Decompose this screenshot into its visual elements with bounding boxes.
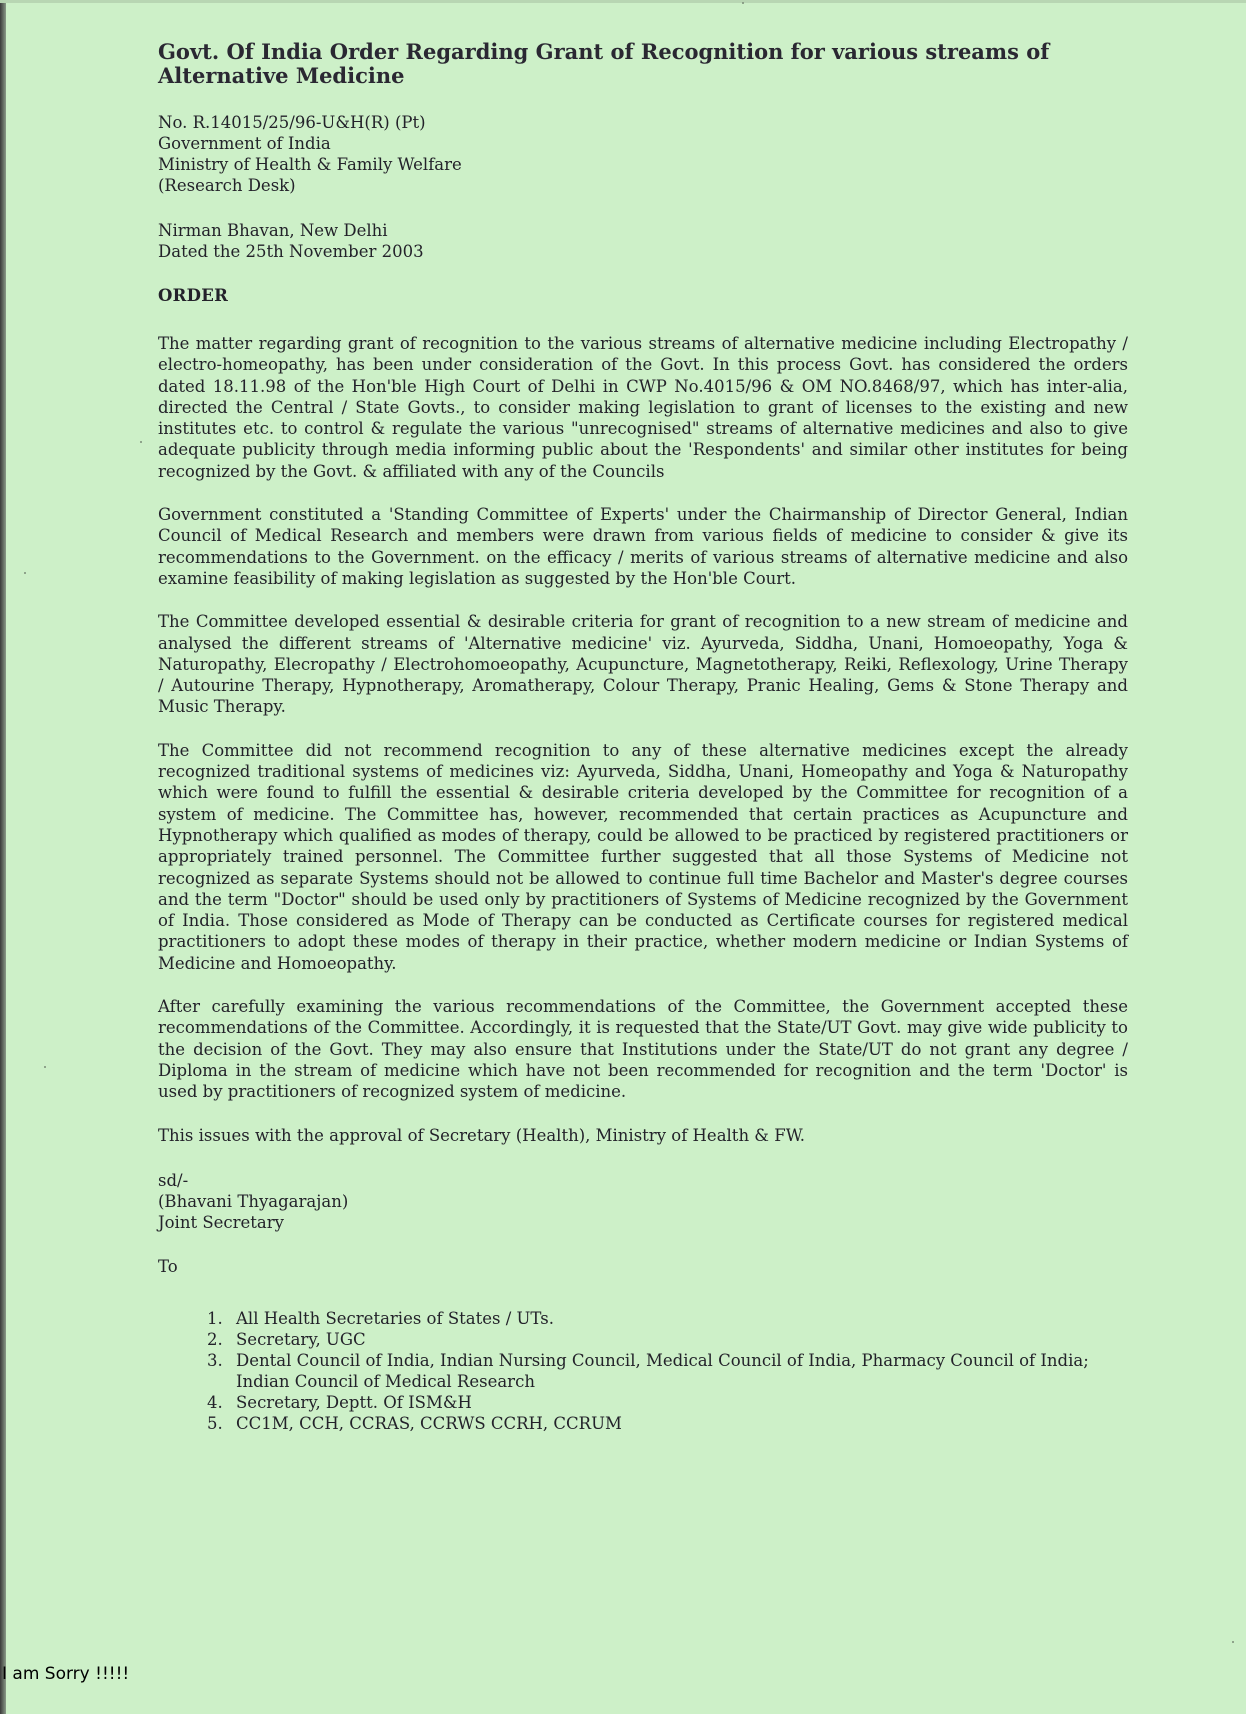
scan-speck	[742, 2, 744, 4]
page-top-edge	[0, 0, 1246, 3]
scan-speck	[44, 1066, 46, 1068]
list-item: 3. Dental Council of India, Indian Nursing Council, Medical Council of India, Pharmacy Council of India; Indian Council of Medical Research	[228, 1350, 1128, 1392]
signature-block	[158, 1170, 1128, 1233]
scan-speck	[140, 441, 142, 443]
list-item: 4. Secretary, Deptt. Of ISM&H	[228, 1392, 1128, 1413]
order-heading: ORDER	[158, 286, 229, 305]
page-left-edge	[0, 0, 6, 1714]
paragraph-5: After carefully examining the various recommendations of the Committee, the Government accepted these recommendations of the Committee. Accordingly, it is requested that the State/UT Govt. may give wide publicity to the decision of the Govt. They may also ensure that Institutions under the State/UT do not grant any degree / Diploma in the stream of medicine which have not been recommended for recognition and the term 'Doctor' is used by practitioners of recognized system of medicine.	[158, 997, 1128, 1102]
list-item: 5. CC1M, CCH, CCRAS, CCRWS CCRH, CCRUM	[228, 1413, 1128, 1434]
signatory-name: (Bhavani Thyagarajan)	[158, 1191, 349, 1211]
paragraph-6: This issues with the approval of Secretary (Health), Ministry of Health & FW.	[158, 1125, 806, 1145]
scan-speck	[1232, 1641, 1234, 1643]
paragraph-3: The Committee developed essential & desirable criteria for grant of recognition to a new stream of medicine and analysed the different streams of 'Alternative medicine' viz. Ayurveda, Siddha, Unani, Homoeopathy, Yoga & Naturopathy, Elecropathy / Electrohomoeopathy, Acupuncture, Magnetotherapy, Reiki, Reflexology, Urine Therapy / Autourine Therapy, Hypnotherapy, Aromatherapy, Colour Therapy, Pranic Healing, Gems & Stone Therapy and Music Therapy.	[158, 612, 1128, 717]
reference-ministry: Ministry of Health & Family Welfare	[158, 155, 462, 174]
recipient-list	[158, 1308, 1128, 1434]
reference-desk: (Research Desk)	[158, 176, 296, 195]
list-item: 2. Secretary, UGC	[228, 1329, 1128, 1350]
caption-text: I am Sorry !!!!!	[2, 1664, 130, 1684]
document-title: Govt. Of India Order Regarding Grant of Recognition for various streams of Alternative Medicine	[158, 39, 1050, 88]
paragraph-4: The Committee did not recommend recognition to any of these alternative medicines except the already recognized traditional systems of medicines viz: Ayurveda, Siddha, Unani, Homeopathy and Yoga & Naturopathy which were found to fulfill the essential & desirable criteria developed by the Committee for recognition of a system of medicine. The Committee has, however, recommended that certain practices as Acupuncture and Hypnotherapy which qualified as modes of therapy, could be allowed to be practiced by registered practitioners or appropriately trained personnel. The Committee further suggested that all those Systems of Medicine not recognized as separate Systems should not be allowed to continue full time Bachelor and Master's degree courses and the term "Doctor" should be used only by practitioners of Systems of Medicine recognized by the Government of India. Those considered as Mode of Therapy can be conducted as Certificate courses for registered medical practitioners to adopt these modes of therapy in their practice, whether modern medicine or Indian Systems of Medicine and Homoeopathy.	[158, 740, 1128, 973]
place-date-block	[158, 220, 1128, 262]
signatory-title: Joint Secretary	[158, 1212, 284, 1232]
list-item: 1. All Health Secretaries of States / UTs.	[228, 1308, 1128, 1329]
paragraph-2: Government constituted a 'Standing Committee of Experts' under the Chairmanship of Director General, Indian Council of Medical Research and members were drawn from various fields of medicine to consider & give its recommendations to the Government. on the efficacy / merits of various streams of alternative medicine and also examine feasibility of making legislation as suggested by the Hon'ble Court.	[158, 505, 1128, 588]
place: Nirman Bhavan, New Delhi	[158, 221, 388, 240]
reference-government: Government of India	[158, 134, 331, 153]
to-label: To	[158, 1256, 178, 1276]
paragraph-1: The matter regarding grant of recognition to the various streams of alternative medicine including Electropathy / electro-homeopathy, has been under consideration of the Govt. In this process Govt. has considered the orders dated 18.11.98 of the Hon'ble High Court of Delhi in CWP No.4015/96 & OM NO.8468/97, which has inter-alia, directed the Central / State Govts., to consider making legislation to grant of licenses to the existing and new institutes etc. to control & regulate the various "unrecognised" streams of alternative medicines and also to give adequate publicity through media informing public about the 'Respondents' and similar other institutes for being recognized by the Govt. & affiliated with any of the Councils	[158, 334, 1128, 481]
signature-mark: sd/-	[158, 1170, 189, 1190]
reference-block	[158, 112, 1128, 196]
reference-number: No. R.14015/25/96-U&H(R) (Pt)	[158, 113, 426, 132]
scan-speck	[24, 572, 26, 574]
date: Dated the 25th November 2003	[158, 242, 424, 261]
order-document	[158, 40, 1128, 1434]
